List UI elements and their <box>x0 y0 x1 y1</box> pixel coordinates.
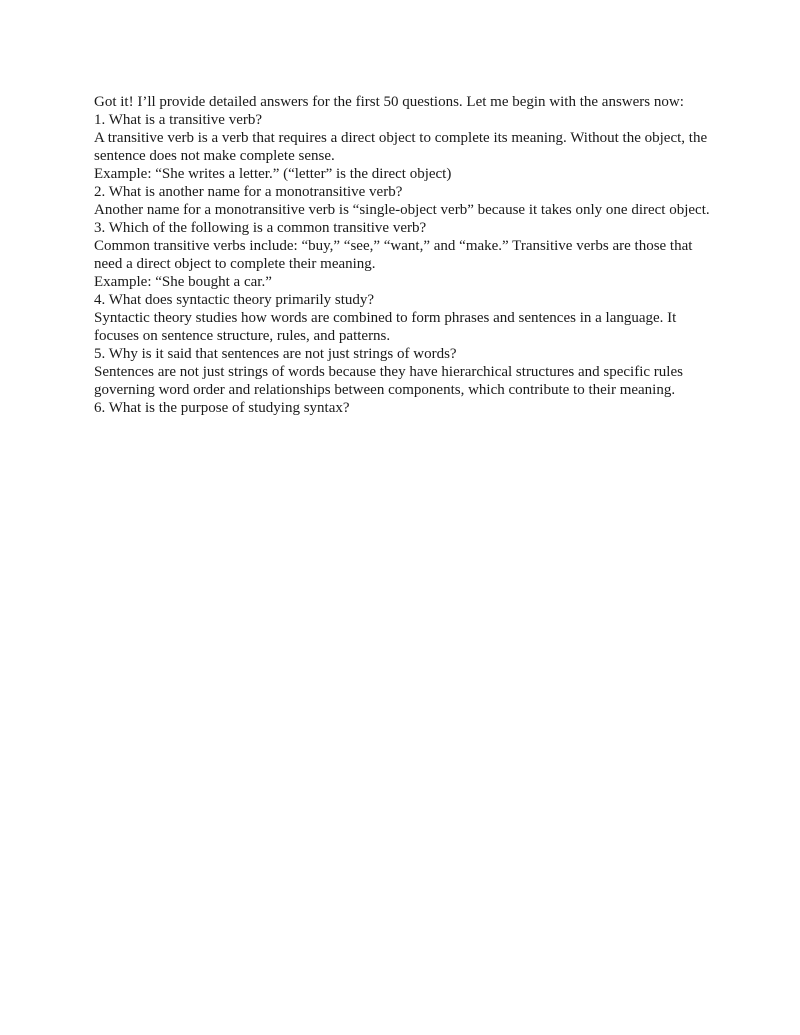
document-body <box>94 93 714 417</box>
question-5: 5. Why is it said that sentences are not just strings of words? <box>94 346 457 362</box>
answer-4: Syntactic theory studies how words are combined to form phrases and sentences in a language. It focuses on sentence structure, rules, and patterns. <box>94 310 677 344</box>
question-6: 6. What is the purpose of studying syntax? <box>94 400 350 416</box>
answer-1: A transitive verb is a verb that requires a direct object to complete its meaning. Without the object, the sentence does not make complete sense. <box>94 130 708 164</box>
question-1: 1. What is a transitive verb? <box>94 112 263 128</box>
example-3: Example: “She bought a car.” <box>94 274 272 290</box>
answer-2: Another name for a monotransitive verb is “single-object verb” because it takes only one direct object. <box>94 202 710 218</box>
question-4: 4. What does syntactic theory primarily study? <box>94 292 375 308</box>
question-3: 3. Which of the following is a common transitive verb? <box>94 220 427 236</box>
answer-5: Sentences are not just strings of words because they have hierarchical structures and specific rules governing word order and relationships between components, which contribute to their meaning. <box>94 364 683 398</box>
intro-paragraph: Got it! I’ll provide detailed answers for the first 50 questions. Let me begin with the answers now: <box>94 94 684 110</box>
answer-3: Common transitive verbs include: “buy,” “see,” “want,” and “make.” Transitive verbs are those that need a direct object to complete their meaning. <box>94 238 693 272</box>
example-1: Example: “She writes a letter.” (“letter” is the direct object) <box>94 166 452 182</box>
question-2: 2. What is another name for a monotransitive verb? <box>94 184 403 200</box>
